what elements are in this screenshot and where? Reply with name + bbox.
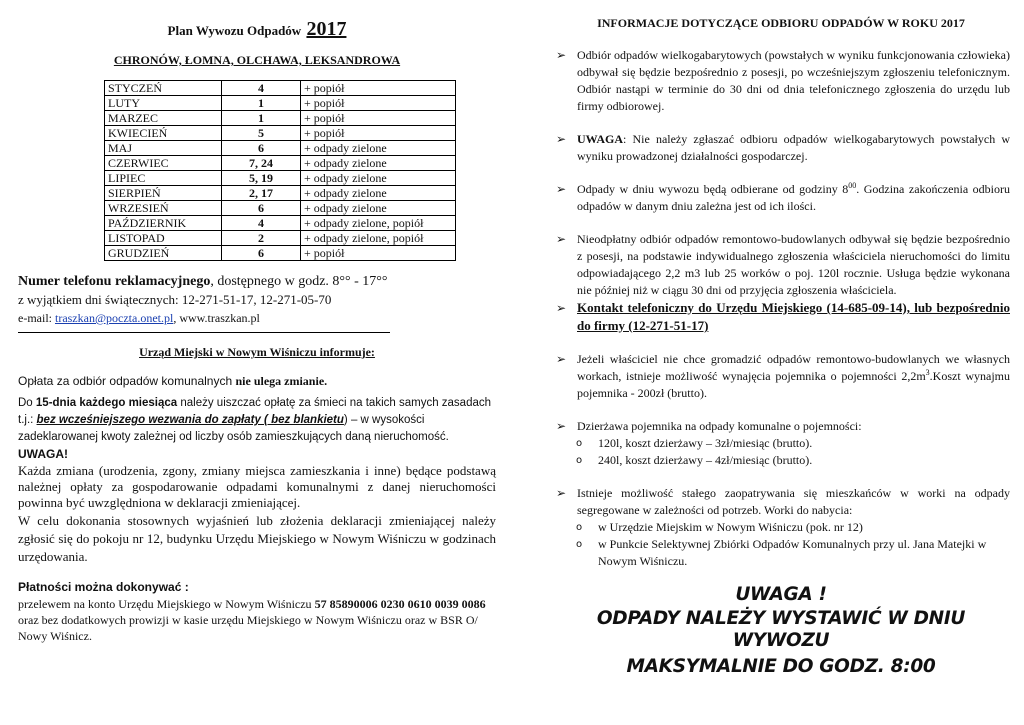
villages-heading: CHRONÓW, ŁOMNA, OLCHAWA, LEKSANDROWA: [113, 53, 401, 67]
type-cell: + popiół: [301, 111, 456, 126]
arrow-bullet-icon: ➢: [556, 301, 567, 315]
separator-line: [18, 332, 390, 333]
type-cell: + odpady zielone: [301, 186, 456, 201]
fee-bold: nie ulega zmianie.: [235, 374, 328, 388]
days-cell: 1: [222, 111, 301, 126]
type-cell: + odpady zielone: [301, 156, 456, 171]
schedule-row: [105, 141, 456, 156]
info-item-construction-waste: [552, 231, 1010, 299]
schedule-row: [105, 216, 456, 231]
circle-bullet-icon: o: [576, 539, 583, 550]
type-cell: + odpady zielone: [301, 201, 456, 216]
days-cell: 2, 17: [222, 186, 301, 201]
info-item-bags: [552, 485, 1010, 519]
days-cell: 4: [222, 81, 301, 96]
type-cell: + popiół: [301, 246, 456, 261]
month-cell: MARZEC: [105, 111, 222, 126]
deadline-bold: 15-dnia każdego miesiąca: [35, 397, 178, 409]
month-cell: LUTY: [105, 96, 222, 111]
info-item-container-lease: [552, 418, 1010, 435]
type-cell: + popiół: [301, 96, 456, 111]
attention-label: UWAGA!: [18, 447, 68, 461]
days-cell: 6: [222, 246, 301, 261]
warning-line-1: ODPADY NALEŻY WYSTAWIĆ W DNIU WYWOZU: [596, 608, 966, 651]
sub-item: [552, 536, 1010, 570]
month-cell: GRUDZIEŃ: [105, 246, 222, 261]
days-cell: 2: [222, 231, 301, 246]
sub-item: [552, 519, 1010, 536]
days-cell: 6: [222, 201, 301, 216]
schedule-title: [18, 18, 496, 41]
circle-bullet-icon: o: [576, 438, 583, 449]
schedule-row: [105, 201, 456, 216]
office-heading: Urząd Miejski w Nowym Wiśniczu informuje:: [139, 345, 375, 359]
item-text: Dzierżawa pojemnika na odpady komunalne o pojemności:: [577, 419, 862, 433]
payments-heading: Płatności można dokonywać :: [18, 580, 189, 594]
declaration-paragraph: W celu dokonania stosownych wyjaśnień lub złożenia deklaracji zmieniającej należy zgłosić się do pokoju nr 12, budynku Urzędu Miejskiego w Nowym Wiśniczu w godzinach urzędowania.: [18, 513, 496, 564]
schedule-row: [105, 96, 456, 111]
info-item-attention: [552, 131, 1010, 165]
email-prefix: e-mail:: [18, 311, 55, 325]
item-text-b: . Godzina zakończenia odbioru odpadów w danym dniu zależna jest od ich ilości.: [577, 182, 1010, 213]
sub-item: [552, 435, 1010, 452]
item-text-b: .Koszt wynajmu pojemnika - 200zł (brutto).: [577, 369, 1011, 400]
days-cell: 1: [222, 96, 301, 111]
month-cell: LISTOPAD: [105, 231, 222, 246]
deadline-end: ) – w wysokości zadeklarowanej kwoty zależnej od liczby osób zamieszkujących daną nieruchomość.: [18, 414, 449, 443]
arrow-bullet-icon: ➢: [556, 352, 567, 366]
schedule-row: [105, 81, 456, 96]
left-column: [18, 14, 496, 644]
item-text-a: Odpady w dniu wywozu będą odbierane od godziny 8: [577, 182, 849, 196]
month-cell: STYCZEŃ: [105, 81, 222, 96]
days-cell: 5, 19: [222, 171, 301, 186]
item-text: Kontakt telefoniczny do Urzędu Miejskiego (14-685-09-14), lub bezpośrednio do firmy (12-271-51-17): [577, 300, 1010, 333]
info-item-bulky-waste: [552, 47, 1010, 115]
type-cell: + odpady zielone: [301, 171, 456, 186]
type-cell: + odpady zielone, popiół: [301, 231, 456, 246]
month-cell: MAJ: [105, 141, 222, 156]
schedule-row: [105, 231, 456, 246]
complaint-phone: [18, 274, 496, 290]
payment-deadline-paragraph: [18, 395, 496, 446]
month-cell: KWIECIEŃ: [105, 126, 222, 141]
fee-paragraph: [18, 374, 496, 389]
phone-numbers: z wyjątkiem dni świątecznych: 12-271-51-17, 12-271-05-70: [18, 292, 332, 307]
schedule-row: [105, 126, 456, 141]
right-column: [552, 14, 1010, 678]
arrow-bullet-icon: ➢: [556, 182, 567, 196]
transfer-text: przelewem na konto Urzędu Miejskiego w Nowym Wiśniczu: [18, 597, 315, 611]
deadline-mid: należy uiszczać opłatę za śmieci na takich samych zasadach t.j.:: [18, 397, 492, 426]
sub-item-text: 120l, koszt dzierżawy – 3zł/miesiąc (brutto).: [598, 436, 813, 450]
circle-bullet-icon: o: [576, 522, 583, 533]
website-text: , www.traszkan.pl: [173, 311, 260, 325]
warning-line-2: MAKSYMALNIE DO GODZ. 8:00: [626, 656, 936, 677]
days-cell: 4: [222, 216, 301, 231]
month-cell: CZERWIEC: [105, 156, 222, 171]
schedule-row: [105, 186, 456, 201]
sub-item: [552, 452, 1010, 469]
month-cell: SIERPIEŃ: [105, 186, 222, 201]
arrow-bullet-icon: ➢: [556, 232, 567, 246]
account-number: 57 85890006 0230 0610 0039 0086: [314, 597, 486, 611]
contact-line: [18, 311, 496, 326]
no-invoice-note: bez wcześniejszego wezwania do zapłaty ( bez blankietu: [36, 414, 344, 426]
info-item-contact: [552, 299, 1010, 335]
phone-label: Numer telefonu reklamacyjnego: [18, 274, 211, 289]
type-cell: + odpady zielone, popiół: [301, 216, 456, 231]
deadline-prefix: Do: [18, 397, 36, 409]
schedule-table: [104, 80, 456, 261]
circle-bullet-icon: o: [576, 455, 583, 466]
info-item-container-rental: [552, 351, 1010, 402]
title-text: Plan Wywozu Odpadów: [167, 23, 302, 38]
item-sup: 00: [848, 181, 857, 190]
arrow-bullet-icon: ➢: [556, 132, 567, 146]
email-link[interactable]: traszkan@poczta.onet.pl: [54, 311, 174, 325]
month-cell: PAŹDZIERNIK: [105, 216, 222, 231]
type-cell: + popiół: [301, 126, 456, 141]
fee-text: Opłata za odbiór odpadów komunalnych: [18, 374, 236, 388]
item-text: : Nie należy zgłaszać odbioru odpadów wielkogabarytowych powstałych w wyniku prowadzonej działalności gospodarczej.: [577, 132, 1010, 163]
warning-heading: UWAGA !: [735, 584, 827, 605]
item-sup: 3: [925, 368, 930, 377]
item-text: Istnieje możliwość stałego zaopatrywania się mieszkańców w worki na odpady segregowane w zależności od potrzeb. Worki do nabycia:: [577, 486, 1010, 517]
arrow-bullet-icon: ➢: [556, 486, 567, 500]
info-item-pickup-time: [552, 181, 1010, 215]
phone-hours: , dostępnego w godz. 8°° - 17°°: [210, 274, 388, 289]
type-cell: + popiół: [301, 81, 456, 96]
changes-paragraph: Każda zmiana (urodzenia, zgony, zmiany miejsca zamieszkania i inne) będące podstawą należnej opłaty za gospodarowanie odpadami komunalnymi z danej nieruchomości powinna być uwzględniona w deklaracji zmieniającej.: [18, 463, 496, 510]
arrow-bullet-icon: ➢: [556, 48, 567, 62]
month-cell: LIPIEC: [105, 171, 222, 186]
sub-item-text: w Punkcie Selektywnej Zbiórki Odpadów Komunalnych przy ul. Jana Matejki w Nowym Wiśniczu.: [598, 537, 987, 568]
title-year: 2017: [306, 18, 347, 40]
transfer-end: oraz bez dodatkowych prowizji w kasie urzędu Miejskiego w Nowym Wiśniczu oraz w BSR O/ Nowy Wiśnicz.: [18, 613, 478, 643]
schedule-row: [105, 111, 456, 126]
item-text-a: Jeżeli właściciel nie chce gromadzić odpadów remontowo-budowlanych we własnych workach, istnieje możliwość wynajęcia pojemnika o pojemności 2,2m: [577, 352, 1010, 383]
days-cell: 6: [222, 141, 301, 156]
item-text: Odbiór odpadów wielkogabarytowych (powstałych w wyniku funkcjonowania człowieka) odbywał się będzie bezpośrednio z posesji, po wcześniejszym zgłoszeniu telefonicznym. Odbiór nastąpi w terminie do 30 dni od dnia telefonicznego zgłoszenia do urzędu lub firmy odbiorowej.: [577, 48, 1010, 113]
type-cell: + odpady zielone: [301, 141, 456, 156]
schedule-row: [105, 156, 456, 171]
arrow-bullet-icon: ➢: [556, 419, 567, 433]
schedule-row: [105, 171, 456, 186]
transfer-paragraph: [18, 596, 496, 644]
sub-item-text: w Urzędzie Miejskim w Nowym Wiśniczu (pok. nr 12): [598, 520, 863, 534]
item-bold: UWAGA: [577, 132, 624, 146]
item-text: Nieodpłatny odbiór odpadów remontowo-budowlanych odbywał się będzie bezpośrednio z posesji, na podstawie indywidualnego zgłoszenia właściciela nieruchomości do limitu odpowiadającego 2,2 m3 lub 25 worków o poj. 120l rocznie. Usługa będzie wykonana nie później niż w ciągu 30 dni od przyjęcia zgłoszenia właściciela.: [577, 232, 1010, 297]
sub-item-text: 240l, koszt dzierżawy – 4zł/miesiąc (brutto).: [598, 453, 813, 467]
month-cell: WRZESIEŃ: [105, 201, 222, 216]
days-cell: 7, 24: [222, 156, 301, 171]
schedule-row: [105, 246, 456, 261]
info-title: INFORMACJE DOTYCZĄCE ODBIORU ODPADÓW W ROKU 2017: [597, 16, 965, 30]
days-cell: 5: [222, 126, 301, 141]
